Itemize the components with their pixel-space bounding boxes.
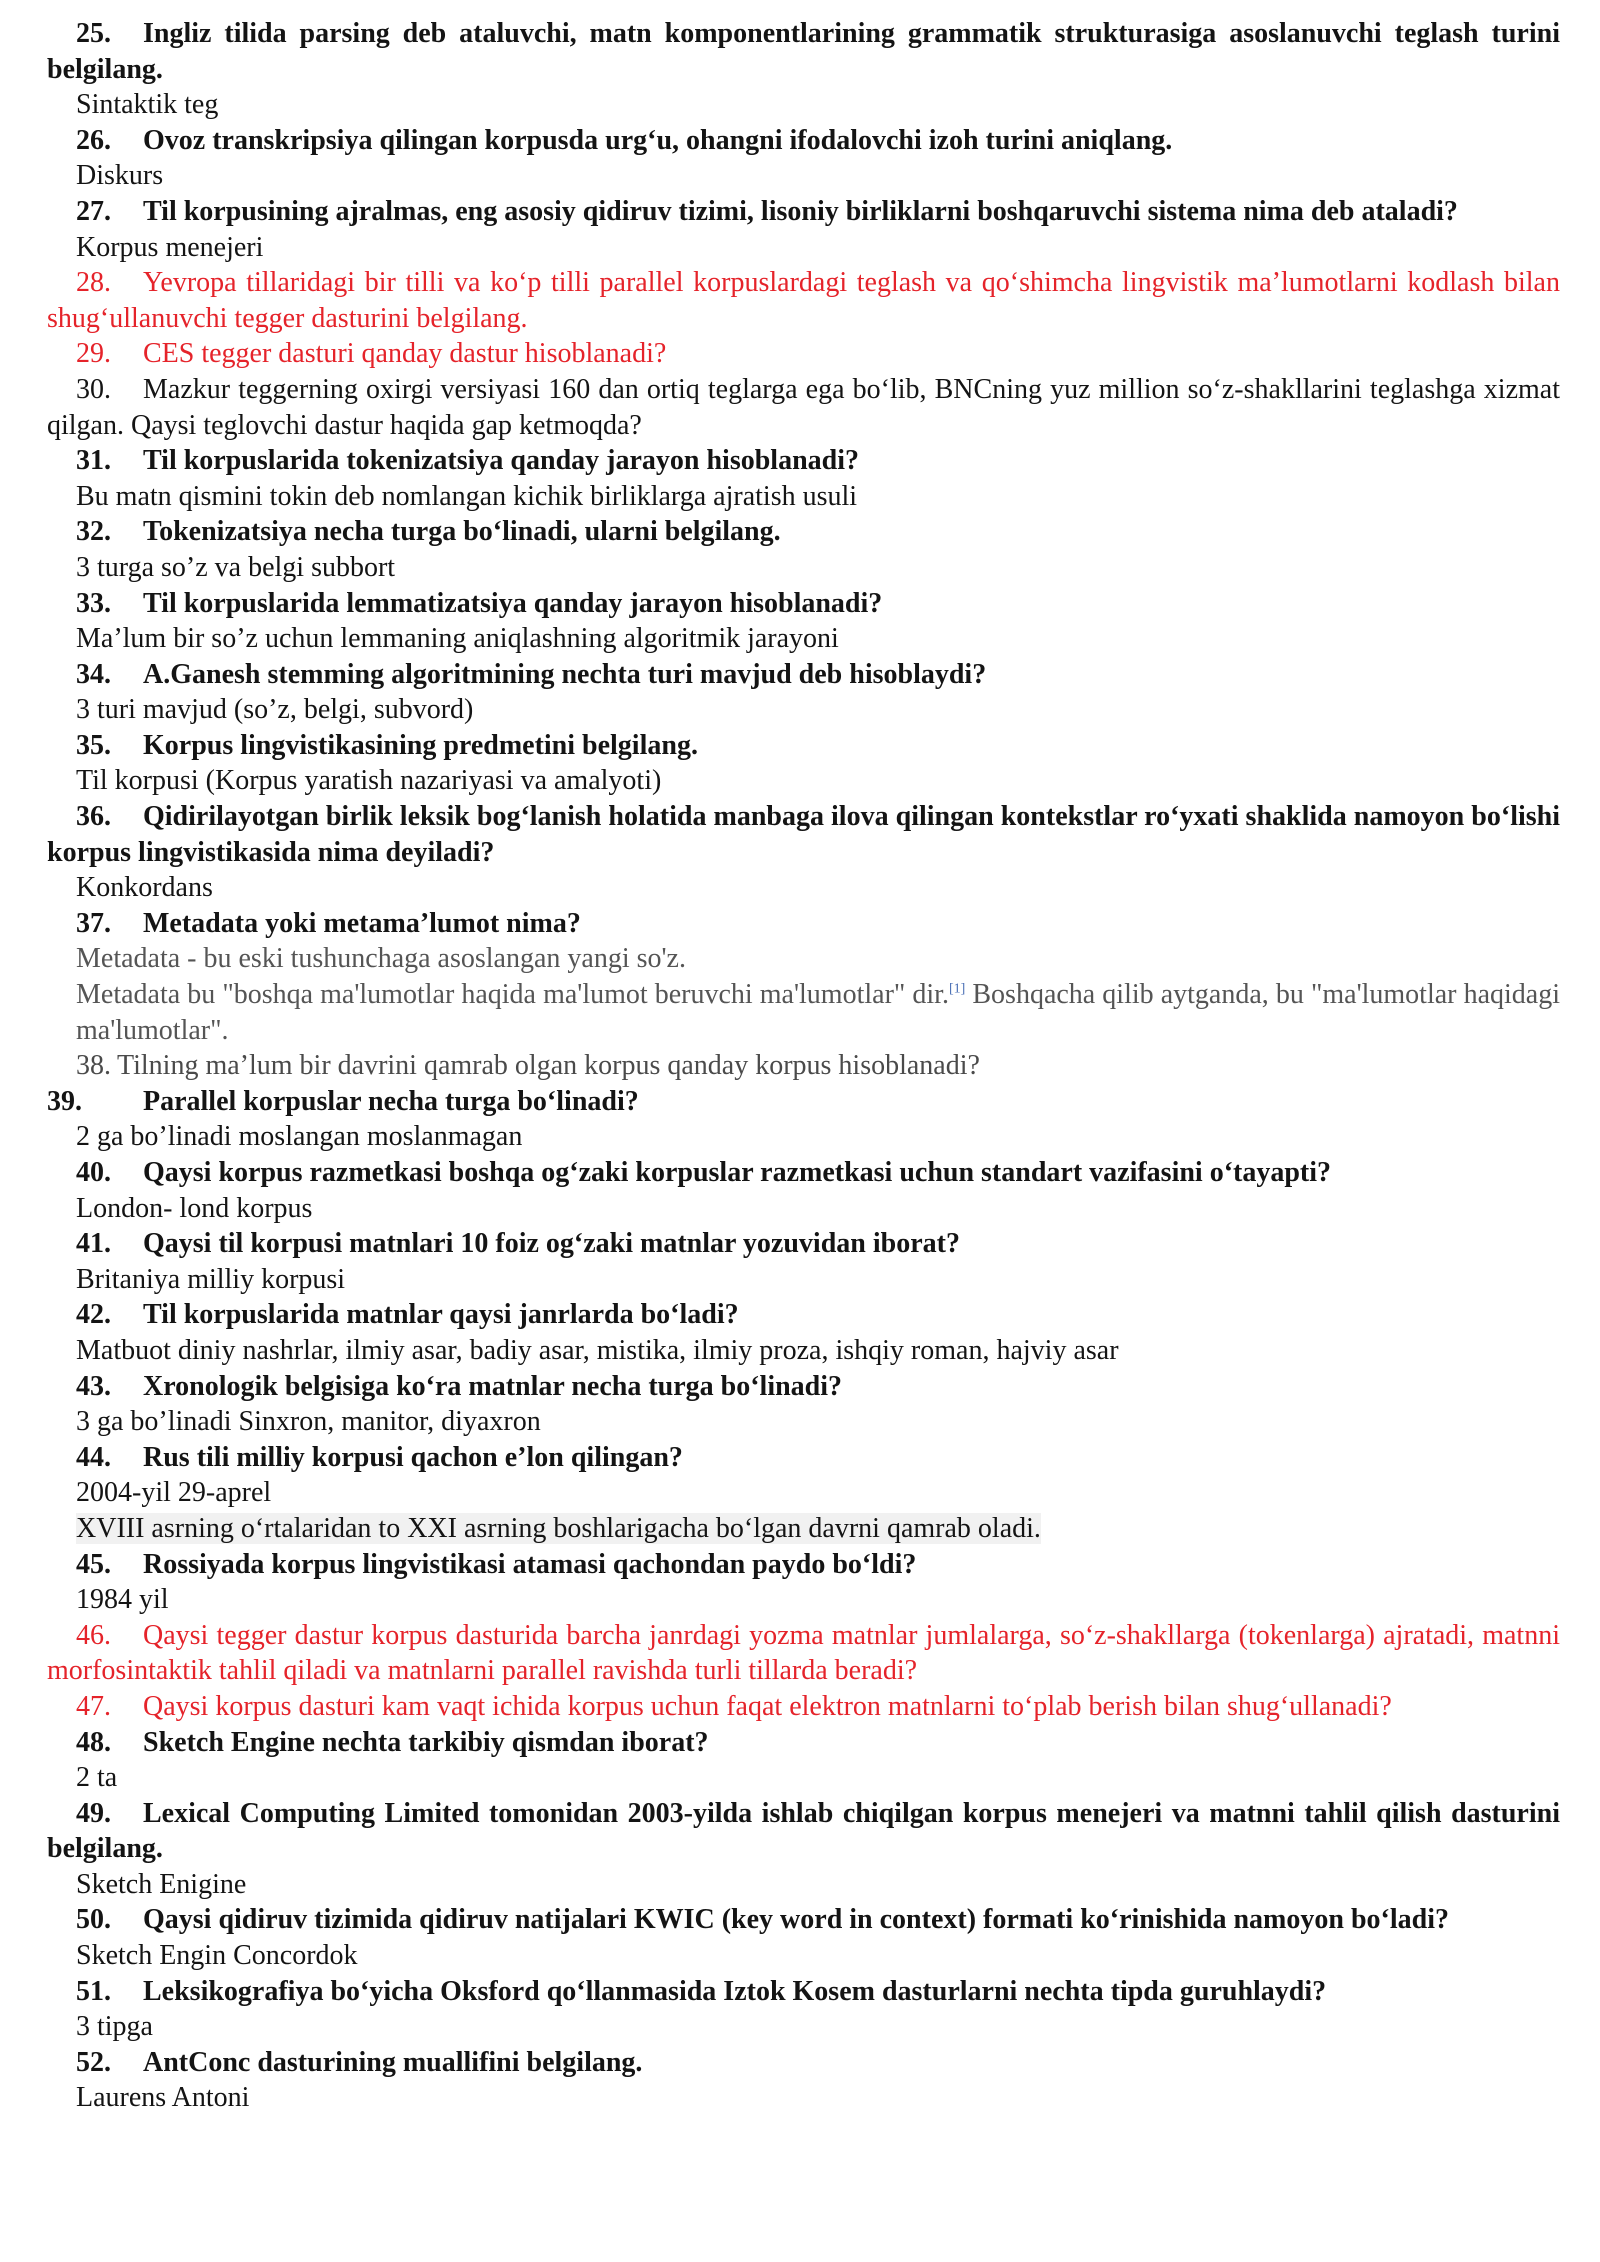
answer-42: Matbuot diniy nashrlar, ilmiy asar, badiy asar, mistika, ilmiy proza, ishqiy roman, hajviy asar xyxy=(76,1334,1119,1366)
question-47 xyxy=(47,1689,1560,1725)
question-35 xyxy=(47,728,1560,764)
question-text: Qaysi korpus dasturi kam vaqt ichida korpus uchun faqat elektron matnlarni to‘plab berish bilan shug‘ullanadi? xyxy=(143,1690,1392,1722)
question-number: 40. xyxy=(76,1157,111,1188)
question-text: Qaysi korpus razmetkasi boshqa og‘zaki korpuslar razmetkasi uchun standart vazifasini o‘tayapti? xyxy=(143,1157,1332,1188)
question-48 xyxy=(47,1725,1560,1761)
question-52 xyxy=(47,2045,1560,2081)
question-number: 35. xyxy=(76,729,111,761)
question-44 xyxy=(47,1440,1560,1476)
question-number: 33. xyxy=(76,587,111,619)
question-26 xyxy=(47,123,1560,159)
question-text: Mazkur teggerning oxirgi versiyasi 160 dan ortiq teglarga ega bo‘lib, BNCning yuz million so‘z-shakllarini teglashga xizmat qilgan. Qaysi teglovchi dastur haqida gap ketmoqda? xyxy=(47,373,1560,441)
question-number: 51. xyxy=(76,1975,111,2007)
question-number: 27. xyxy=(76,195,111,227)
answer-27: Korpus menejeri xyxy=(76,231,264,263)
question-number: 29. xyxy=(76,338,111,370)
question-number: 31. xyxy=(76,445,111,477)
question-number: 46. xyxy=(76,1619,111,1651)
question-text: Qaysi til korpusi matnlari 10 foiz og‘zaki matnlar yozuvidan iborat? xyxy=(143,1228,960,1260)
question-33 xyxy=(47,586,1560,622)
question-number: 32. xyxy=(76,516,111,548)
question-text: Ingliz tilida parsing deb ataluvchi, matn komponentlarining grammatik strukturasiga asoslanuvchi teglash turini belgilang. xyxy=(47,18,1560,85)
question-46 xyxy=(47,1618,1560,1689)
question-32 xyxy=(47,514,1560,550)
question-34 xyxy=(47,657,1560,693)
question-number: 45. xyxy=(76,1548,111,1580)
question-number: 36. xyxy=(76,801,111,833)
question-text: Til korpuslarida tokenizatsiya qanday jarayon hisoblanadi? xyxy=(143,445,859,477)
question-43 xyxy=(47,1369,1560,1405)
question-text: Til korpusining ajralmas, eng asosiy qidiruv tizimi, lisoniy birliklarni boshqaruvchi sistema nima deb ataladi? xyxy=(143,195,1458,227)
question-number: 43. xyxy=(76,1370,111,1402)
question-number: 39. xyxy=(47,1085,82,1117)
question-text: Qaysi tegger dastur korpus dasturida barcha janrdagi yozma matnlar jumlalarga, so‘z-shakllarga (tokenlarga) ajratadi, matnni morfosintaktik tahlil qiladi va matnlarni parallel ravishda turli tillarda beradi? xyxy=(47,1619,1560,1687)
answer-39: 2 ga bo’linadi moslangan moslanmagan xyxy=(76,1121,523,1153)
answer-26: Diskurs xyxy=(76,160,164,192)
answer-25: Sintaktik teg xyxy=(76,89,219,121)
question-50 xyxy=(47,1902,1560,1938)
answer-33: Ma’lum bir so’z uchun lemmaning aniqlashning algoritmik jarayoni xyxy=(76,623,839,655)
question-text: Rossiyada korpus lingvistikasi atamasi qachondan paydo bo‘ldi? xyxy=(143,1548,917,1580)
question-51 xyxy=(47,1974,1560,2010)
question-text: Tilning ma’lum bir davrini qamrab olgan korpus qanday korpus hisoblanadi? xyxy=(117,1050,980,1082)
answer-36: Konkordans xyxy=(76,872,213,904)
answer-50: Sketch Engin Concordok xyxy=(76,1940,358,1972)
answer-43: 3 ga bo’linadi Sinxron, manitor, diyaxron xyxy=(76,1406,541,1438)
question-40 xyxy=(47,1155,1560,1191)
question-37 xyxy=(47,906,1560,942)
question-number: 25. xyxy=(76,18,111,49)
question-number: 34. xyxy=(76,658,111,690)
question-text: Qaysi qidiruv tizimida qidiruv natijalari KWIC (key word in context) formati ko‘rinishida namoyon bo‘ladi? xyxy=(143,1904,1449,1936)
question-number: 49. xyxy=(76,1797,111,1829)
answer-text-part: Boshqacha qilib aytganda, bu "ma'lumotlar haqidagi ma'lumotlar". xyxy=(76,979,1560,1046)
answer-34: 3 turi mavjud (so’z, belgi, subvord) xyxy=(76,694,474,726)
answer-32: 3 turga so’z va belgi subbort xyxy=(76,551,396,583)
question-30 xyxy=(47,372,1560,443)
answer-48: 2 ta xyxy=(76,1762,118,1794)
answer-35: Til korpusi (Korpus yaratish nazariyasi va amalyoti) xyxy=(76,765,662,797)
question-text: Leksikografiya bo‘yicha Oksford qo‘llanmasida Iztok Kosem dasturlarni nechta tipda guruhlaydi? xyxy=(143,1975,1327,2007)
question-number: 41. xyxy=(76,1228,111,1260)
question-38 xyxy=(47,1048,1560,1084)
answer-31: Bu matn qismini tokin deb nomlangan kichik birliklarga ajratish usuli xyxy=(76,480,858,512)
question-number: 30. xyxy=(76,373,111,405)
question-text: AntConc dasturining muallifini belgilang. xyxy=(143,2046,643,2078)
question-number: 44. xyxy=(76,1441,111,1473)
answer-37-line-2 xyxy=(76,977,1560,1048)
highlighted-text: XVIII asrning oʻrtalaridan to XXI asrning boshlarigacha boʻlgan davrni qamrab oladi. xyxy=(76,1512,1041,1544)
question-text: Rus tili milliy korpusi qachon e’lon qilingan? xyxy=(143,1441,683,1473)
question-text: A.Ganesh stemming algoritmining nechta turi mavjud deb hisoblaydi? xyxy=(143,658,987,690)
question-text: Xronologik belgisiga ko‘ra matnlar necha turga bo‘linadi? xyxy=(143,1370,843,1402)
answer-40: London- lond korpus xyxy=(76,1192,313,1224)
question-number: 50. xyxy=(76,1904,111,1936)
question-text: Korpus lingvistikasining predmetini belgilang. xyxy=(143,729,698,761)
question-number: 38. xyxy=(76,1050,111,1082)
answer-37-line-1: Metadata - bu eski tushunchaga asoslangan yangi so'z. xyxy=(76,943,686,975)
question-number: 37. xyxy=(76,907,111,939)
question-text: Ovoz transkripsiya qilingan korpusda urg‘u, ohangni ifodalovchi izoh turini aniqlang. xyxy=(143,124,1173,156)
question-25 xyxy=(47,16,1560,87)
question-text: Til korpuslarida matnlar qaysi janrlarda bo‘ladi? xyxy=(143,1299,739,1331)
answer-45: 1984 yil xyxy=(76,1584,169,1616)
question-36 xyxy=(47,799,1560,870)
question-27 xyxy=(47,194,1560,230)
answer-text-part: Metadata bu "boshqa ma'lumotlar haqida ma'lumot beruvchi ma'lumotlar" dir. xyxy=(76,979,949,1011)
question-number: 52. xyxy=(76,2046,111,2078)
question-text: Parallel korpuslar necha turga bo‘linadi? xyxy=(143,1085,639,1117)
question-number: 47. xyxy=(76,1690,111,1722)
question-28 xyxy=(47,265,1560,336)
answer-49: Sketch Enigine xyxy=(76,1868,247,1900)
question-45 xyxy=(47,1547,1560,1583)
question-text: Tokenizatsiya necha turga bo‘linadi, ularni belgilang. xyxy=(143,516,781,548)
question-number: 26. xyxy=(76,124,111,156)
question-41 xyxy=(47,1226,1560,1262)
question-text: Qidirilayotgan birlik leksik bog‘lanish holatida manbaga ilova qilingan kontekstlar ro‘yxati shaklida namoyon bo‘lishi korpus lingvistikasida nima deyiladi? xyxy=(47,801,1560,868)
question-42 xyxy=(47,1297,1560,1333)
question-29 xyxy=(47,336,1560,372)
answer-41: Britaniya milliy korpusi xyxy=(76,1263,346,1295)
answer-44-note xyxy=(76,1511,1560,1547)
question-31 xyxy=(47,443,1560,479)
question-number: 28. xyxy=(76,267,111,299)
question-text: Lexical Computing Limited tomonidan 2003-yilda ishlab chiqilgan korpus menejeri va matnni tahlil qilish dasturini belgilang. xyxy=(47,1797,1560,1865)
question-text: Yevropa tillaridagi bir tilli va ko‘p tilli parallel korpuslardagi teglash va qo‘shimcha lingvistik ma’lumotlarni kodlash bilan shug‘ullanuvchi tegger dasturini belgilang. xyxy=(47,267,1560,334)
answer-51: 3 tipga xyxy=(76,2011,153,2043)
question-text: Til korpuslarida lemmatizatsiya qanday jarayon hisoblanadi? xyxy=(143,587,883,619)
question-text: Metadata yoki metama’lumot nima? xyxy=(143,907,581,939)
question-text: Sketch Engine nechta tarkibiy qismdan iborat? xyxy=(143,1726,709,1758)
question-number: 42. xyxy=(76,1299,111,1331)
footnote-link[interactable]: [1] xyxy=(948,981,966,997)
answer-52: Laurens Antoni xyxy=(76,2082,250,2114)
question-number: 48. xyxy=(76,1726,111,1758)
answer-44: 2004-yil 29-aprel xyxy=(76,1477,272,1509)
question-text: CES tegger dasturi qanday dastur hisoblanadi? xyxy=(143,338,667,370)
question-49 xyxy=(47,1796,1560,1867)
question-39 xyxy=(47,1084,1560,1120)
